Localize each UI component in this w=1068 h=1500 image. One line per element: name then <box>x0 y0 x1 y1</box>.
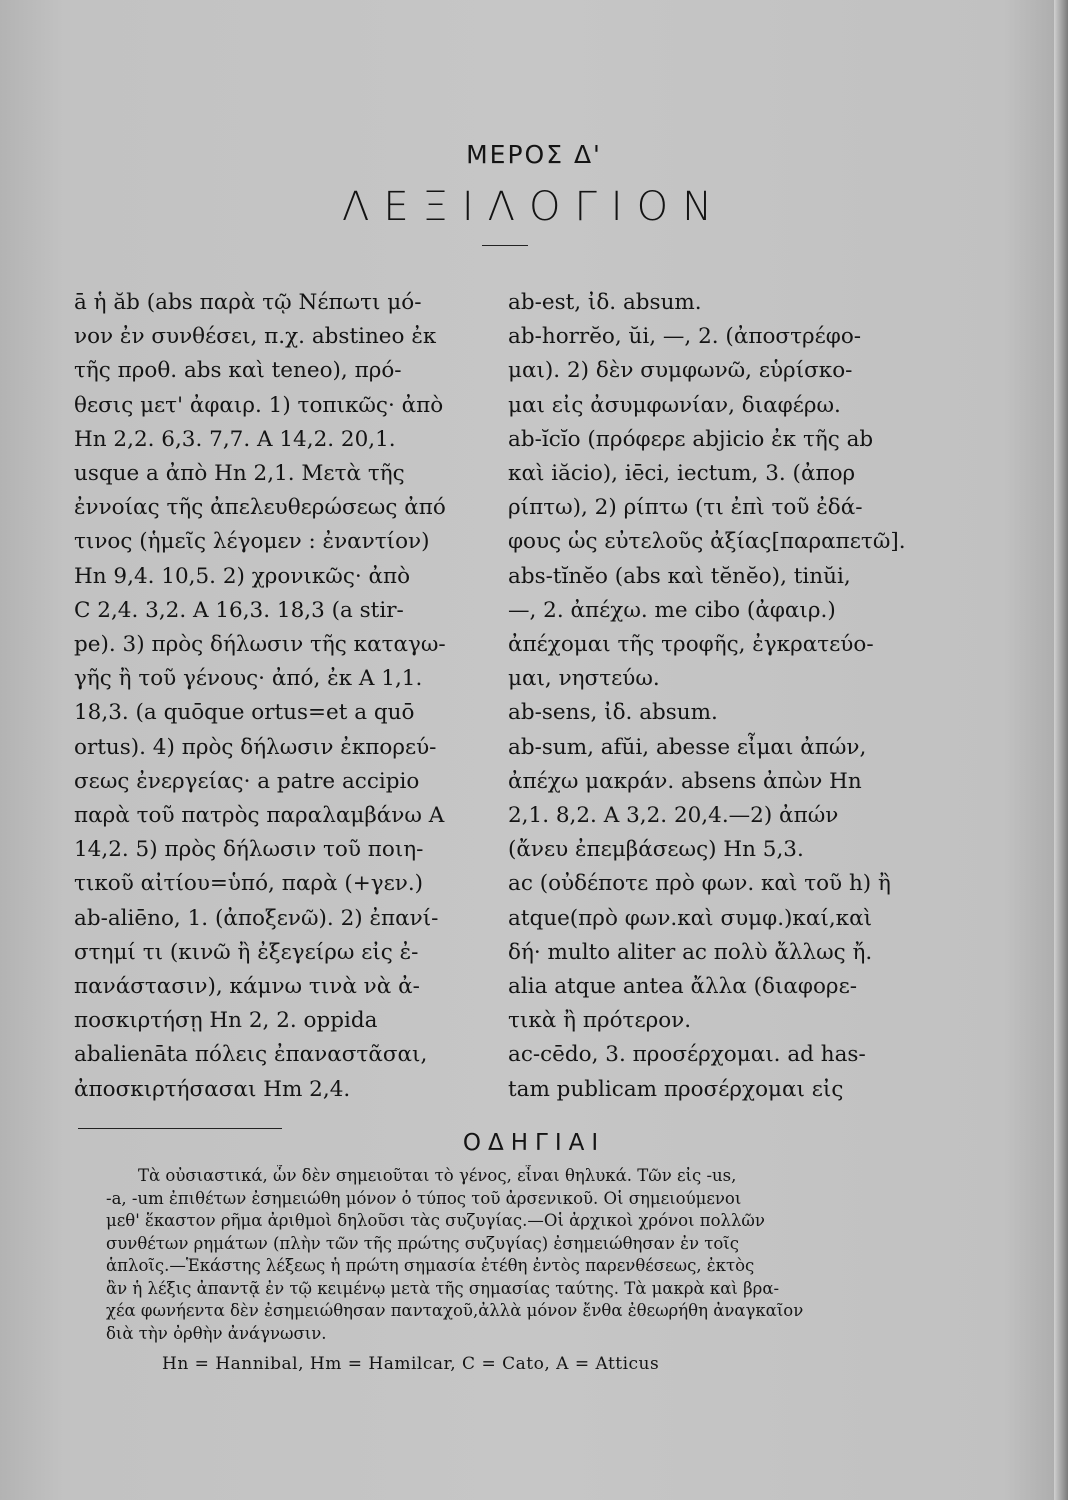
note-line: μεθ' ἕκαστον ρῆμα ἀριθμοὶ δηλοῦσι τὰς συζυγίας.—Οἱ ἀρχικοὶ χρόνοι πολλῶν <box>106 1211 765 1230</box>
left-column-line: πανάστασιν), κάμνω τινὰ νὰ ἀ- <box>74 974 420 1000</box>
page-title: ΛΕΞΙΛΟΓΙΟΝ <box>341 184 727 230</box>
right-column-line: μαι εἰς ἀσυμφωνίαν, διαφέρω. <box>508 392 841 418</box>
left-column-line: ποσκιρτήσῃ Hn 2, 2. oppida <box>74 1008 378 1034</box>
abbreviations-line: Hn = Hannibal, Hm = Hamilcar, C = Cato, A = Atticus <box>162 1354 660 1374</box>
right-column-line: tam publicam προσέρχομαι εἰς <box>508 1076 844 1102</box>
left-column-line: τῆς προθ. abs καὶ teneo), πρό- <box>74 358 402 384</box>
left-column-line: 18,3. (a quōque ortus=et a quō <box>74 700 415 726</box>
right-column-line: ac-cēdo, 3. προσέρχομαι. ad has- <box>508 1042 866 1068</box>
left-column-line: τικοῦ αἰτίου=ὑπό, παρὰ (+γεν.) <box>74 871 424 897</box>
right-column-line: φους ὡς εὐτελοῦς ἀξίας[παραπετῶ]. <box>508 529 906 555</box>
left-column-line: Hn 9,4. 10,5. 2) χρονικῶς· ἀπὸ <box>74 563 411 589</box>
right-column-line: μαι, νηστεύω. <box>508 666 660 692</box>
left-column-line: pe). 3) πρὸς δήλωσιν τῆς καταγω- <box>74 632 446 658</box>
right-column-line: alia atque antea ἄλλα (διαφορε- <box>508 974 857 1000</box>
right-column-line: ab-horrĕo, ŭi, —, 2. (ἀποστρέφο- <box>508 324 862 350</box>
right-column <box>508 286 928 1107</box>
left-column-line: usque a ἀπὸ Hn 2,1. Μετὰ τῆς <box>74 461 405 487</box>
left-column-line: ā ἡ ăb (abs παρὰ τῷ Νέπωτι μό- <box>74 290 422 315</box>
part-label: ΜΕΡΟΣ Δ' <box>466 140 602 169</box>
notes-heading: ΟΔΗΓΙΑΙ <box>462 1130 606 1156</box>
left-column-line: παρὰ τοῦ πατρὸς παραλαμβάνω A <box>74 803 445 829</box>
right-column-line: atque(πρὸ φων.καὶ συμφ.)καί,καὶ <box>508 905 873 931</box>
right-column-line: μαι). 2) δὲν συμφωνῶ, εὑρίσκο- <box>508 358 853 384</box>
notes-body <box>106 1165 898 1345</box>
left-column-line: ortus). 4) πρὸς δήλωσιν ἐκπορεύ- <box>74 734 437 760</box>
title-divider <box>482 245 528 246</box>
right-column-line: τικὰ ἢ πρότερον. <box>508 1008 692 1034</box>
left-column-line: θεσις μετ' ἀφαιρ. 1) τοπικῶς· ἀπὸ <box>74 392 444 418</box>
note-line: διὰ τὴν ὀρθὴν ἀνάγνωσιν. <box>106 1323 327 1343</box>
right-column-line: ab-sens, ἰδ. absum. <box>508 700 718 726</box>
left-column-line: γῆς ἢ τοῦ γένους· ἀπό, ἐκ A 1,1. <box>74 666 423 692</box>
right-column-line: abs-tĭnĕo (abs καὶ tĕnĕo), tinŭi, <box>508 563 851 589</box>
right-column-line: (ἄνευ ἐπεμβάσεως) Hn 5,3. <box>508 837 804 863</box>
note-line: συνθέτων ρημάτων (πλὴν τῶν τῆς πρώτης συζυγίας) ἐσημειώθησαν ἐν τοῖς <box>106 1233 739 1253</box>
right-column-line: ab-est, ἰδ. absum. <box>508 290 702 315</box>
right-column-line: ρίπτω), 2) ρίπτω (τι ἐπὶ τοῦ ἐδά- <box>508 495 863 521</box>
right-column-line: ἀπέχω μακράν. absens ἀπὼν Hn <box>508 768 862 794</box>
note-line: -a, -um ἐπιθέτων ἐσημειώθη μόνον ὁ τύπος τοῦ ἀρσενικοῦ. Οἱ σημειούμενοι <box>106 1188 742 1208</box>
left-column-line: τινος (ἡμεῖς λέγομεν : ἐναντίον) <box>74 529 430 555</box>
left-column-line: σεως ἐνεργείας· a patre accipio <box>74 768 420 794</box>
note-line: ἂν ἡ λέξις ἀπαντᾷ ἐν τῷ κειμένῳ μετὰ τῆς σημασίας ταύτης. Τὰ μακρὰ καὶ βρα- <box>106 1278 780 1298</box>
right-column-line: δή· multo aliter ac πολὺ ἄλλως ἤ. <box>508 939 873 965</box>
note-line: ἁπλοῖς.—Ἑκάστης λέξεως ἡ πρώτη σημασία ἐτέθη ἐντὸς παρενθέσεως, ἐκτὸς <box>106 1256 755 1275</box>
left-column-line: abalienāta πόλεις ἐπαναστᾶσαι, <box>74 1042 428 1068</box>
right-column-line: ab-ĭcĭo (πρόφερε abjicio ἐκ τῆς ab <box>508 426 874 452</box>
left-column-line: 14,2. 5) πρὸς δήλωσιν τοῦ ποιη- <box>74 837 424 863</box>
left-column-line: ἐννοίας τῆς ἀπελευθερώσεως ἀπό <box>74 495 446 521</box>
left-column-line: Hn 2,2. 6,3. 7,7. A 14,2. 20,1. <box>74 426 396 452</box>
left-column-line: στημί τι (κινῶ ἢ ἐξεγείρω εἰς ἐ- <box>74 939 419 965</box>
left-column-line: νον ἐν συνθέσει, π.χ. abstineo ἐκ <box>74 324 437 350</box>
note-line: χέα φωνήεντα δὲν ἐσημειώθησαν πανταχοῦ,ἀλλὰ μόνον ἔνθα ἐθεωρήθη ἀναγκαῖον <box>106 1301 804 1320</box>
left-column-line: ab-aliēno, 1. (ἀποξενῶ). 2) ἐπανί- <box>74 905 439 931</box>
right-column-line: 2,1. 8,2. A 3,2. 20,4.—2) ἀπών <box>508 803 839 829</box>
left-column-line: ἀποσκιρτήσασαι Hm 2,4. <box>74 1076 351 1102</box>
right-column-line: ἀπέχομαι τῆς τροφῆς, ἐγκρατεύο- <box>508 632 874 658</box>
right-column-line: καὶ iăcio), iēci, iectum, 3. (ἀπορ <box>508 461 856 487</box>
left-column <box>74 286 492 1107</box>
note-line: Τὰ οὐσιαστικά, ὧν δὲν σημειοῦται τὸ γένος, εἶναι θηλυκά. Τῶν εἰς -us, <box>138 1166 737 1185</box>
left-column-line: C 2,4. 3,2. A 16,3. 18,3 (a stir- <box>74 597 404 623</box>
right-column-line: ab-sum, afŭi, abesse εἶμαι ἀπών, <box>508 734 867 760</box>
right-column-line: ac (οὐδέποτε πρὸ φων. καὶ τοῦ h) ἢ <box>508 871 891 897</box>
footnote-divider <box>78 1128 282 1129</box>
right-column-line: —, 2. ἀπέχω. me cibo (ἀφαιρ.) <box>508 597 836 623</box>
